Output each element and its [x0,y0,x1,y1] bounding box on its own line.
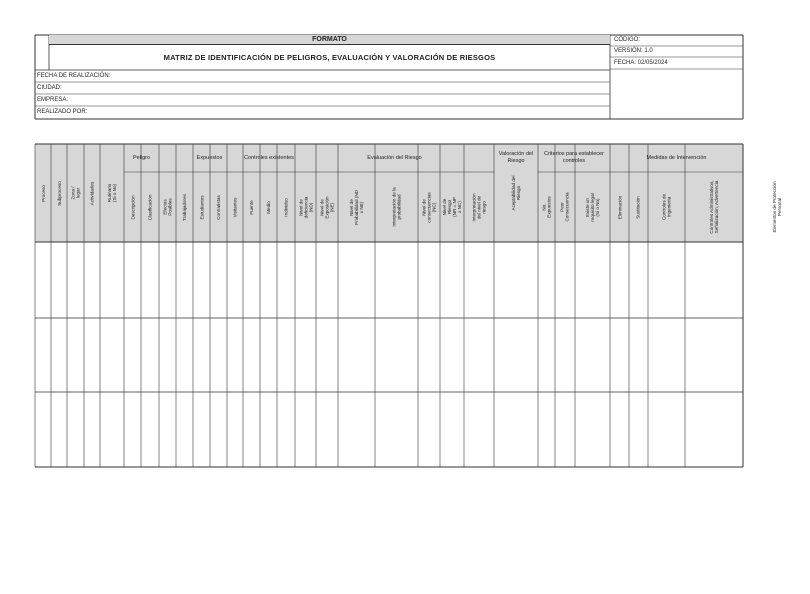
column-header-label: No. Expuestos [541,196,552,218]
group-controles: Controles existentes [244,154,294,161]
column-header [244,172,259,242]
column-header [376,172,417,242]
column-header-label: Controles Administrativos, Señalización, Advertencia [709,180,719,234]
column-header [160,172,175,242]
column-header [649,172,684,242]
group-valoracion: Valoración del Riesgo [498,151,534,164]
document-title: MATRIZ DE IDENTIFICACIÓN DE PELIGROS, EVALUACIÓN Y VALORACIÓN DE RIESGOS [163,53,496,62]
group-expuestos: Expuestos [196,154,223,161]
column-header [36,144,50,242]
column-header [125,172,140,242]
column-header [339,172,374,242]
column-header-label: Controles de Ingeniería [661,193,672,221]
column-header [686,172,742,242]
column-header [630,172,647,242]
column-header-label: Nivel de Probabilidad (ND x NE) [349,189,364,225]
version-field: VERSIÓN: 1.0 [614,48,653,54]
column-header [278,172,294,242]
column-header [419,172,439,242]
column-header [441,172,463,242]
city-field: CIUDAD: [37,85,62,91]
group-medidas: Medidas de Intervención [646,154,707,161]
format-label: FORMATO [49,35,610,45]
column-header [744,172,810,242]
column-header [85,144,99,242]
column-header-label: Sustitución [636,195,642,219]
column-header [211,172,226,242]
code-field: CÓDIGO: [614,37,641,43]
column-header-label: Rutinario (Si o No) [107,183,117,203]
column-header-label: Subproceso [56,180,62,206]
column-header [101,144,123,242]
column-header-label: Nivel de deficiencia (ND) [298,196,313,218]
column-header [228,172,242,242]
performed-by-field: REALIZADO POR: [37,109,88,115]
column-header-label: Fuente [249,199,254,215]
column-header [611,172,628,242]
column-header-label: Elementos de Protección Personal [772,181,782,233]
column-header [177,172,192,242]
column-header [317,172,337,242]
column-header-label: Trabajadores [182,193,187,221]
column-header-label: Medio [266,200,271,214]
column-header-label: Nivel de Riesgo (NR = NP x NC) [442,197,462,217]
column-header-label: Contratistas [216,194,222,220]
column-header [296,172,315,242]
column-header-label: Eliminación [617,195,622,219]
column-header-label: Peor Consecuencia [560,192,571,222]
column-header-label: Interpretación del nivel de riesgo [471,192,487,222]
column-header-label: Aceptabilidad del Riesgo [511,175,521,211]
column-header-label: Actividades [89,181,95,205]
column-header-label: Interpretación de la probabilidad [391,187,402,227]
column-header [194,172,209,242]
column-header-label: Descripción [130,195,135,219]
column-header-label: Individuo [283,197,289,217]
column-header [52,144,66,242]
column-header [465,172,493,242]
group-criterios: Criterios para establecer controles [544,151,604,164]
column-header [68,144,83,242]
column-header [495,144,537,242]
column-header [539,172,554,242]
column-header-label: Nivel de consecuencias (NC) [421,191,437,223]
group-peligro: Peligro [132,154,151,161]
date-field: FECHA: 02/05/2024 [614,60,668,66]
column-header [261,172,276,242]
column-header-label: Nivel de Exposición (NE) [319,195,335,219]
column-header-label: Efectos Posibles [162,198,173,216]
column-header [576,172,609,242]
column-header-label: Zona / lugar [70,186,81,200]
column-header-label: Existe un requisito legal (Si o No) [585,192,600,222]
column-header-label: Estudiantes [199,194,205,220]
company-field: EMPRESA: [37,97,69,103]
column-header-label: Clasificación [147,194,153,220]
column-header [556,172,574,242]
group-evaluacion: Evaluación del Riesgo [367,154,422,161]
column-header-label: Visitantes [232,197,238,217]
column-header-label: Proceso [40,184,46,202]
realization-date-field: FECHA DE REALIZACIÓN: [37,73,111,79]
column-header [142,172,158,242]
